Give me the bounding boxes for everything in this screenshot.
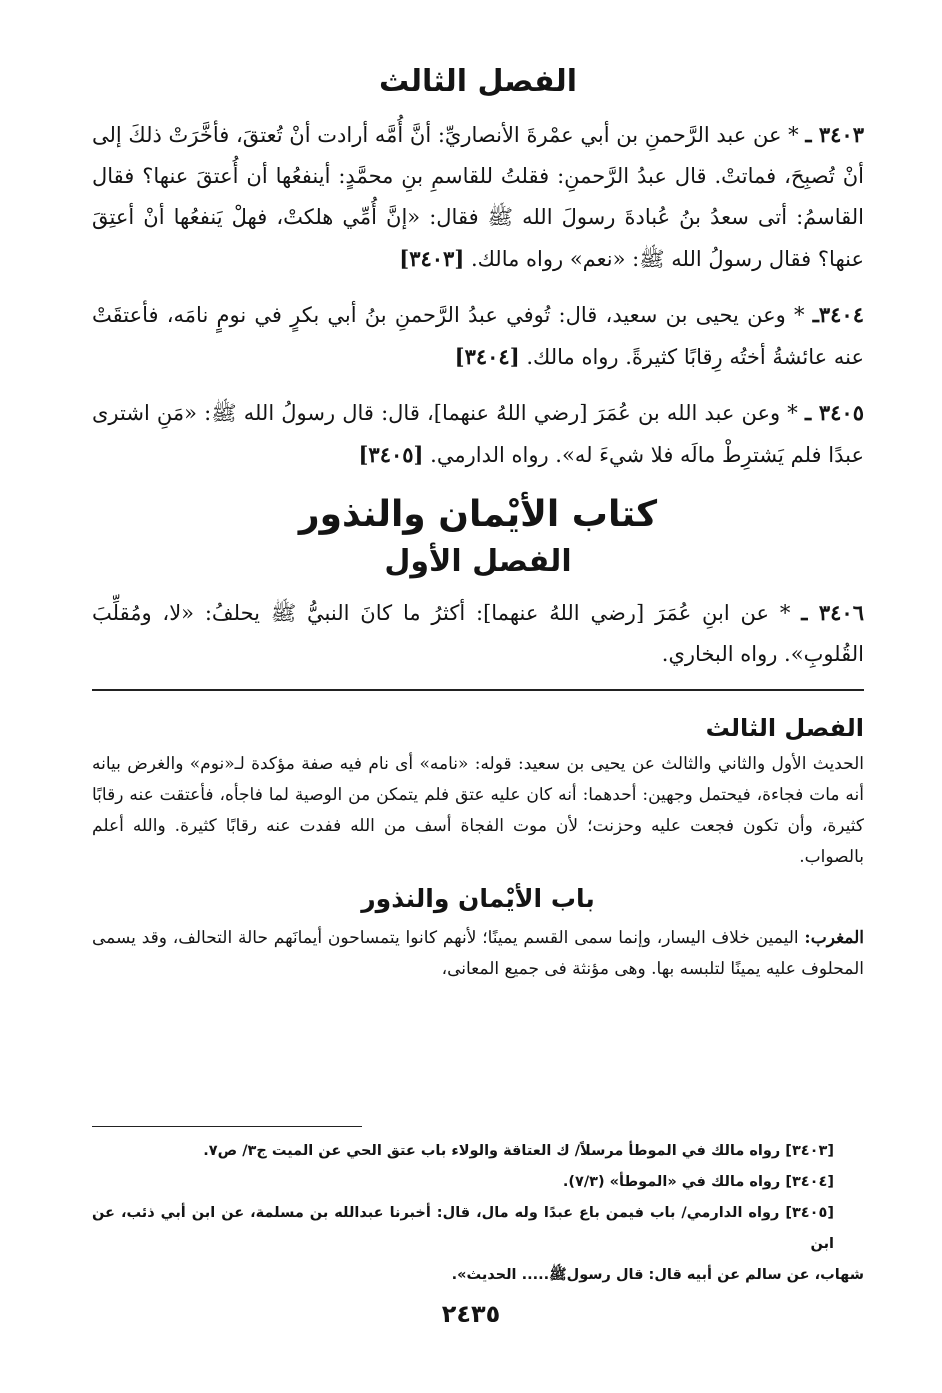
- hadith-3404: [92, 294, 864, 378]
- hadith-text: * وعن يحيى بن سعيد، قال: تُوفي عبدُ الرَّحمنِ بنُ أبي بكرٍ في نومٍ نامَه، فأعتقَتْ عنه عائشةُ أختُه رِقابًا كثيرةً. رواه مالك.: [92, 303, 864, 369]
- commentary-text: اليمين خلاف اليسار، وإنما سمى القسم يمينًا؛ لأنهم كانوا يتمساحون أيمانَهم حالة التحالف، وقد يسمى المحلوف عليه يمينًا لتلبسه بها. وهى مؤنثة فى جميع المعانى،: [92, 928, 864, 979]
- section-heading: الفصل الثالث: [378, 64, 577, 99]
- hadith-ref: [٣٤٠٣]: [399, 246, 465, 271]
- footnote: [٣٤٠٤] رواه مالك في «الموطأ» (٧/٣).: [562, 1174, 834, 1190]
- footnote-rule: [92, 1126, 362, 1127]
- commentary-subheading: باب الأيْمان والنذور: [361, 884, 595, 913]
- page-number: ٢٤٣٥: [441, 1300, 501, 1328]
- hadith-number: ٣٤٠٥ ـ: [804, 400, 864, 425]
- page-body: [92, 60, 864, 985]
- commentary-divider: [92, 689, 864, 691]
- footnotes: [92, 1136, 864, 1291]
- commentary-paragraph: الحديث الأول والثاني والثالث عن يحيى بن سعيد: قوله: «نامه» أى نام فيه صفة مؤكدة لـ«نوم» والغرض بيانه أنه مات فجاءة، فيحتمل وجهين: أحدهما: أنه كان عليه عتق فلم يتمكن من الوصية لما فاجأه، فأعتقت عنه رقابًا كثيرة، وأن تكون فجعت عليه وحزنت؛ لأن موت الفجاة أسف من الله ففدت عنه رقابًا كثيرة. والله أعلم بالصواب.: [92, 754, 864, 867]
- hadith-3403: [92, 114, 864, 280]
- hadith-number: ٣٤٠٣ ـ: [805, 122, 864, 147]
- footnote: [٣٤٠٣] رواه مالك في الموطأ مرسلاً/ ك العتاقة والولاء باب عتق الحي عن الميت ج٣/ ص٧.: [203, 1143, 834, 1159]
- hadith-ref: [٣٤٠٥]: [358, 442, 424, 467]
- hadith-text: * عن عبد الرَّحمنِ بن أبي عمْرةَ الأنصاريِّ: أنَّ أُمَّه أرادت أنْ تُعتقَ، فأخَّرَتْ ذلكَ إلى أنْ تُصبِحَ، فماتتْ. قال عبدُ الرَّحمنِ: فقلتُ للقاسمِ بنِ محمَّدٍ: أينفعُها أن أُعتقَ عنها؟ فقال القاسمُ: أتى سعدُ بنُ عُبادةَ رسولَ الله ﷺ فقال: «إنَّ أُمِّي هلكتْ، فهلْ يَنفعُها أنْ أعتِقَ عنها؟ فقال رسولُ الله ﷺ: «نعم» رواه مالك.: [92, 123, 864, 271]
- hadith-number: ٣٤٠٤ـ: [812, 302, 864, 327]
- commentary-paragraph: [92, 923, 864, 985]
- hadith-ref: [٣٤٠٤]: [454, 344, 520, 369]
- book-title: كتاب الأيْمان والنذور: [298, 494, 658, 535]
- footnote-continuation: شهاب، عن سالم عن أبيه قال: قال رسولﷺ..... الحديث».: [451, 1267, 864, 1283]
- hadith-text: * عن ابنِ عُمَرَ [رضي اللهُ عنهما]: أكثرُ ما كانَ النبيُّ ﷺ يحلفُ: «لا، ومُقلِّبَ القُلوبِ». رواه البخاري.: [92, 601, 864, 666]
- hadith-3405: [92, 392, 864, 476]
- hadith-text: * وعن عبد الله بن عُمَرَ [رضي اللهُ عنهما]، قال: قال رسولُ الله ﷺ: «مَنِ اشترى عبدًا فلم يَشترِطْ مالَه فلا شيءَ له». رواه الدارمي.: [92, 401, 864, 467]
- commentary-lead-word: المغرب:: [804, 928, 865, 948]
- commentary-heading: الفصل الثالث: [705, 714, 864, 742]
- section-heading: الفصل الأول: [384, 544, 572, 579]
- footnote: [٣٤٠٥] رواه الدارمي/ باب فيمن باع عبدًا وله مال، قال: أخبرنا عبدالله بن مسلمة، عن ابن أبي ذئب، عن ابن: [92, 1205, 834, 1252]
- hadith-number: ٣٤٠٦ ـ: [801, 600, 864, 625]
- hadith-3406: [92, 592, 864, 675]
